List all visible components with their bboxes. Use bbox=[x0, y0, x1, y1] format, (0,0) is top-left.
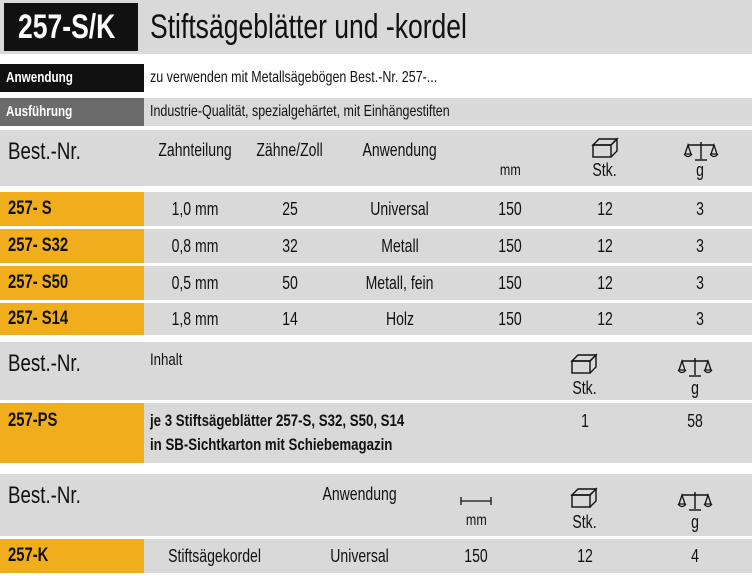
table-row bbox=[0, 192, 752, 226]
col-g: g bbox=[691, 378, 699, 398]
col-anwendung: Anwendung bbox=[322, 484, 398, 504]
row-zaehne-zoll: 50 bbox=[282, 273, 298, 293]
row-anwendung: Metall bbox=[381, 236, 419, 256]
col-inhalt: Inhalt bbox=[150, 350, 183, 369]
row-zaehne-zoll: 25 bbox=[282, 199, 298, 219]
row-anwendung: Universal bbox=[330, 546, 390, 566]
col-zaehne-zoll: Zähne/Zoll bbox=[256, 140, 324, 160]
col-best-nr: Best.-Nr. bbox=[8, 138, 81, 165]
row-anwendung: Holz bbox=[385, 309, 415, 329]
row-zaehne-zoll: 32 bbox=[282, 236, 298, 256]
col-zahnteilung: Zahnteilung bbox=[158, 140, 232, 160]
col-anwendung: Anwendung bbox=[362, 140, 438, 160]
row-stk: 12 bbox=[577, 546, 593, 566]
row-zahnteilung: 1,0 mm bbox=[171, 199, 219, 219]
table2-header bbox=[0, 342, 752, 400]
row-anwendung: Metall, fein bbox=[366, 273, 434, 293]
row-stk: 12 bbox=[597, 273, 613, 293]
col-best-nr: Best.-Nr. bbox=[8, 350, 81, 377]
row-g: 4 bbox=[691, 546, 699, 566]
row-code: 257- S50 bbox=[0, 266, 144, 300]
col-stk: Stk. bbox=[592, 160, 618, 180]
product-code-badge: 257-S/K bbox=[4, 3, 138, 51]
row-zahnteilung: 1,8 mm bbox=[171, 309, 219, 329]
row-zaehne-zoll: 14 bbox=[282, 309, 298, 329]
row-zahnteilung: 0,5 mm bbox=[171, 273, 219, 293]
col-mm: mm bbox=[499, 162, 521, 179]
col-mm: mm bbox=[465, 512, 487, 529]
table-row bbox=[0, 266, 752, 300]
info-row-execution bbox=[0, 98, 752, 126]
row-stk: 12 bbox=[597, 199, 613, 219]
col-g: g bbox=[696, 160, 704, 180]
row-mm: 150 bbox=[464, 546, 488, 566]
info-label: Anwendung bbox=[0, 64, 144, 92]
table-row bbox=[0, 303, 752, 335]
table-row bbox=[0, 539, 752, 573]
row-code: 257-K bbox=[0, 539, 144, 573]
table1-header bbox=[0, 130, 752, 186]
info-value: zu verwenden mit Metallsägebögen Best.-Nr. 257-... bbox=[150, 69, 438, 86]
row-stk: 12 bbox=[597, 309, 613, 329]
row-stk: 12 bbox=[597, 236, 613, 256]
col-stk: Stk. bbox=[572, 512, 598, 532]
row-g: 3 bbox=[696, 236, 704, 256]
table3-header bbox=[0, 474, 752, 536]
box-icon bbox=[590, 136, 620, 160]
length-icon bbox=[459, 496, 493, 506]
scale-icon bbox=[677, 490, 713, 512]
table-row bbox=[0, 403, 752, 463]
row-mm: 150 bbox=[498, 273, 522, 293]
row-g: 3 bbox=[696, 273, 704, 293]
row-mm: 150 bbox=[498, 199, 522, 219]
info-value: Industrie-Qualität, spezialgehärtet, mit Einhängestiften bbox=[150, 103, 450, 120]
box-icon bbox=[569, 486, 599, 510]
row-code: 257-PS bbox=[0, 403, 144, 463]
info-label: Ausführung bbox=[0, 98, 144, 126]
table-row bbox=[0, 229, 752, 263]
row-inhalt-line1: je 3 Stiftsägeblätter 257-S, S32, S50, S14 bbox=[150, 411, 405, 430]
row-mm: 150 bbox=[498, 309, 522, 329]
row-code: 257- S32 bbox=[0, 229, 144, 263]
row-g: 3 bbox=[696, 309, 704, 329]
col-g: g bbox=[691, 512, 699, 532]
page-header bbox=[0, 0, 752, 54]
col-stk: Stk. bbox=[572, 378, 598, 398]
box-icon bbox=[569, 352, 599, 376]
row-inhalt-line2: in SB-Sichtkarton mit Schiebemagazin bbox=[150, 435, 393, 454]
row-zahnteilung: 0,8 mm bbox=[171, 236, 219, 256]
row-code: 257- S bbox=[0, 192, 144, 226]
row-code: 257- S14 bbox=[0, 303, 144, 335]
scale-icon bbox=[677, 356, 713, 378]
page-title: Stiftsägeblätter und -kordel bbox=[150, 8, 467, 46]
row-anwendung: Universal bbox=[370, 199, 430, 219]
scale-icon bbox=[683, 140, 719, 162]
row-mm: 150 bbox=[498, 236, 522, 256]
row-stk: 1 bbox=[581, 411, 589, 431]
row-name: Stiftsägekordel bbox=[168, 546, 262, 566]
col-best-nr: Best.-Nr. bbox=[8, 482, 81, 509]
info-row-application bbox=[0, 64, 752, 92]
row-g: 58 bbox=[687, 411, 703, 431]
row-g: 3 bbox=[696, 199, 704, 219]
